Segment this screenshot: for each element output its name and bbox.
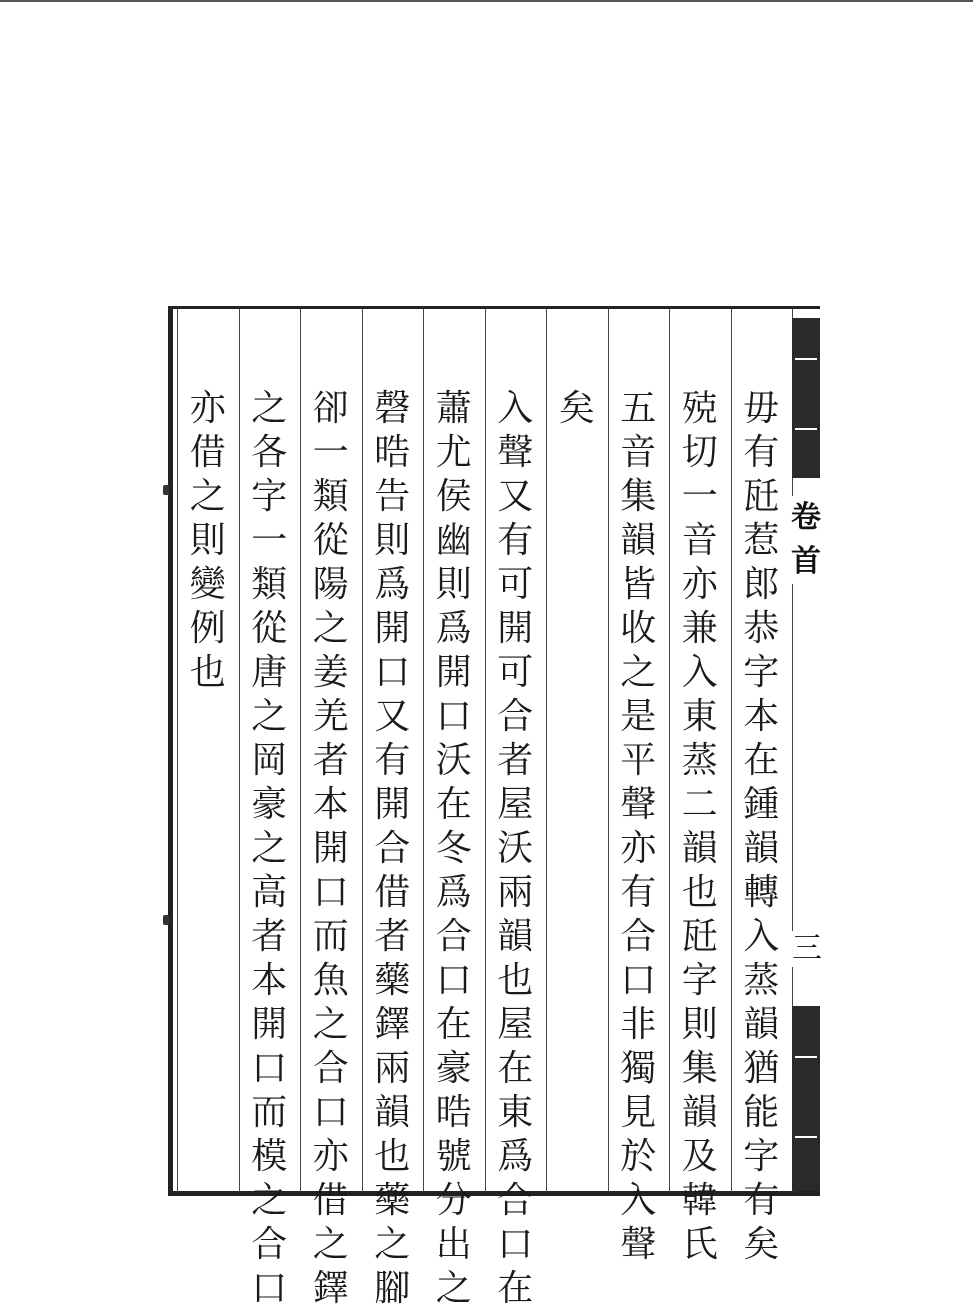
glyph: 之: [251, 828, 288, 869]
glyph: 矣: [743, 1224, 780, 1265]
glyph: 字: [743, 652, 780, 693]
glyph: 一: [251, 520, 288, 561]
column-rule: [546, 309, 547, 1192]
glyph: 及: [681, 1136, 718, 1177]
glyph: 音: [681, 520, 718, 561]
glyph: 借: [374, 872, 411, 913]
glyph: 口: [374, 652, 411, 693]
glyph: 本: [251, 960, 288, 1001]
glyph: 藥: [374, 960, 411, 1001]
glyph: 開: [374, 784, 411, 825]
glyph: 屋: [497, 1004, 534, 1045]
glyph: 侯: [435, 476, 472, 517]
glyph: 爲: [497, 1136, 534, 1177]
glyph: 從: [251, 608, 288, 649]
text-column: [303, 387, 359, 1311]
column-rule: [362, 309, 363, 1192]
glyph: 各: [251, 432, 288, 473]
glyph: 鐸: [374, 1004, 411, 1045]
glyph: 之: [435, 1268, 472, 1309]
glyph: 聲: [497, 432, 534, 473]
glyph: 有: [743, 432, 780, 473]
column-rule: [485, 309, 486, 1192]
glyph: 有: [497, 520, 534, 561]
glyph: 者: [497, 740, 534, 781]
column-rule: [239, 309, 240, 1192]
margin-glyph: 卷: [791, 500, 821, 535]
glyph: 之: [312, 1224, 349, 1265]
glyph: 韻: [620, 520, 657, 561]
margin-page-number: 三: [792, 931, 822, 966]
glyph: 借: [312, 1180, 349, 1221]
glyph: 陽: [312, 564, 349, 605]
glyph: 在: [743, 740, 780, 781]
glyph: 集: [620, 476, 657, 517]
glyph: 而: [251, 1092, 288, 1133]
glyph: 瓩: [743, 476, 780, 517]
margin-band: [792, 306, 820, 1196]
glyph: 者: [251, 916, 288, 957]
glyph: 有: [620, 872, 657, 913]
text-column: [364, 387, 420, 1311]
glyph: 冬: [435, 828, 472, 869]
text-column: [241, 387, 297, 1311]
text-column: [426, 387, 482, 1311]
glyph: 本: [312, 784, 349, 825]
margin-glyph: 首: [791, 544, 821, 579]
glyph: 藥: [374, 1180, 411, 1221]
column-rule: [300, 309, 301, 1192]
band-line: [795, 428, 817, 430]
glyph: 也: [681, 872, 718, 913]
band-line: [795, 358, 817, 360]
glyph: 合: [374, 828, 411, 869]
glyph: 告: [374, 476, 411, 517]
binding-hole: [163, 915, 169, 925]
glyph: 可: [497, 652, 534, 693]
glyph: 則: [435, 564, 472, 605]
glyph: 鐸: [312, 1268, 349, 1309]
glyph: 卻: [312, 388, 349, 429]
glyph: 皆: [620, 564, 657, 605]
glyph: 於: [620, 1136, 657, 1177]
glyph: 也: [374, 1136, 411, 1177]
glyph: 合: [497, 696, 534, 737]
glyph: 之: [251, 696, 288, 737]
glyph: 蒸: [681, 740, 718, 781]
glyph: 收: [620, 608, 657, 649]
glyph: 鍾: [743, 784, 780, 825]
glyph: 口: [251, 1048, 288, 1089]
text-column: [487, 387, 543, 1311]
glyph: 口: [435, 960, 472, 1001]
glyph: 又: [497, 476, 534, 517]
glyph: 合: [251, 1224, 288, 1265]
glyph: 之: [620, 652, 657, 693]
glyph: 矣: [558, 388, 595, 429]
glyph: 晧: [374, 432, 411, 473]
glyph: 能: [743, 1092, 780, 1133]
glyph: 從: [312, 520, 349, 561]
glyph: 口: [435, 696, 472, 737]
glyph: 亦: [189, 388, 226, 429]
glyph: 字: [681, 960, 718, 1001]
glyph: 而: [312, 916, 349, 957]
glyph: 蒸: [743, 960, 780, 1001]
glyph: 爲: [435, 608, 472, 649]
glyph: 合: [620, 916, 657, 957]
glyph: 開: [312, 828, 349, 869]
glyph: 變: [189, 564, 226, 605]
margin-title-text: [791, 496, 821, 584]
glyph: 亦: [681, 564, 718, 605]
glyph: 則: [374, 520, 411, 561]
margin-title: [792, 496, 820, 584]
glyph: 爲: [435, 872, 472, 913]
glyph: 魚: [312, 960, 349, 1001]
glyph: 岡: [251, 740, 288, 781]
glyph: 屋: [497, 784, 534, 825]
glyph: 兼: [681, 608, 718, 649]
glyph: 毋: [743, 388, 780, 429]
glyph: 可: [497, 564, 534, 605]
glyph: 猶: [743, 1048, 780, 1089]
glyph: 爲: [374, 564, 411, 605]
glyph: 豪: [435, 1048, 472, 1089]
glyph: 有: [374, 740, 411, 781]
glyph: 號: [435, 1136, 472, 1177]
glyph: 晧: [435, 1092, 472, 1133]
glyph: 開: [435, 652, 472, 693]
glyph: 在: [435, 1004, 472, 1045]
glyph: 一: [312, 432, 349, 473]
glyph: 東: [681, 696, 718, 737]
glyph: 韻: [681, 1092, 718, 1133]
glyph: 韻: [681, 828, 718, 869]
glyph: 開: [251, 1004, 288, 1045]
glyph: 韻: [374, 1092, 411, 1133]
glyph: 也: [497, 960, 534, 1001]
glyph: 又: [374, 696, 411, 737]
glyph: 韓: [681, 1180, 718, 1221]
binding-hole: [163, 485, 169, 495]
glyph: 郎: [743, 564, 780, 605]
column-rule: [423, 309, 424, 1192]
glyph: 瓩: [681, 916, 718, 957]
glyph: 殑: [681, 388, 718, 429]
glyph: 恭: [743, 608, 780, 649]
glyph: 口: [497, 1224, 534, 1265]
glyph: 之: [312, 608, 349, 649]
glyph: 口: [312, 1092, 349, 1133]
glyph: 高: [251, 872, 288, 913]
glyph: 兩: [374, 1048, 411, 1089]
band-line: [795, 1056, 817, 1058]
glyph: 借: [189, 432, 226, 473]
column-rule: [731, 309, 732, 1192]
glyph: 韻: [743, 1004, 780, 1045]
text-column: [672, 387, 728, 1267]
glyph: 口: [312, 872, 349, 913]
glyph: 沃: [497, 828, 534, 869]
glyph: 是: [620, 696, 657, 737]
glyph: 聲: [620, 784, 657, 825]
text-column: [549, 387, 605, 431]
glyph: 磬: [374, 388, 411, 429]
glyph: 韻: [497, 916, 534, 957]
glyph: 者: [312, 740, 349, 781]
glyph: 本: [743, 696, 780, 737]
glyph: 聲: [620, 1224, 657, 1265]
glyph: 入: [620, 1180, 657, 1221]
glyph: 也: [189, 652, 226, 693]
text-column: [180, 387, 236, 695]
glyph: 合: [435, 916, 472, 957]
glyph: 口: [251, 1268, 288, 1309]
glyph: 字: [251, 476, 288, 517]
glyph: 唐: [251, 652, 288, 693]
glyph: 東: [497, 1092, 534, 1133]
band-upper-block: [792, 318, 820, 478]
glyph: 沃: [435, 740, 472, 781]
glyph: 一: [681, 476, 718, 517]
glyph: 轉: [743, 872, 780, 913]
glyph: 開: [374, 608, 411, 649]
glyph: 韻: [743, 828, 780, 869]
glyph: 模: [251, 1136, 288, 1177]
text-column: [733, 387, 789, 1267]
glyph: 入: [743, 916, 780, 957]
glyph: 分: [435, 1180, 472, 1221]
glyph: 類: [312, 476, 349, 517]
glyph: 氏: [681, 1224, 718, 1265]
glyph: 入: [681, 652, 718, 693]
glyph: 合: [312, 1048, 349, 1089]
glyph: 羌: [312, 696, 349, 737]
glyph: 之: [251, 1180, 288, 1221]
glyph: 入: [497, 388, 534, 429]
band-lower-block: [792, 1006, 820, 1191]
glyph: 二: [681, 784, 718, 825]
glyph: 在: [497, 1048, 534, 1089]
glyph: 五: [620, 388, 657, 429]
glyph: 則: [189, 520, 226, 561]
glyph: 惹: [743, 520, 780, 561]
glyph: 合: [497, 1180, 534, 1221]
glyph: 見: [620, 1092, 657, 1133]
glyph: 亦: [620, 828, 657, 869]
glyph: 獨: [620, 1048, 657, 1089]
glyph: 在: [497, 1268, 534, 1309]
glyph: 腳: [374, 1268, 411, 1309]
column-rule: [608, 309, 609, 1192]
glyph: 在: [435, 784, 472, 825]
glyph: 音: [620, 432, 657, 473]
scan-top-edge: [0, 0, 973, 2]
glyph: 則: [681, 1004, 718, 1045]
glyph: 例: [189, 608, 226, 649]
glyph: 出: [435, 1224, 472, 1265]
glyph: 開: [497, 608, 534, 649]
glyph: 口: [620, 960, 657, 1001]
glyph: 類: [251, 564, 288, 605]
glyph: 之: [312, 1004, 349, 1045]
band-line: [795, 1136, 817, 1138]
glyph: 者: [374, 916, 411, 957]
glyph: 集: [681, 1048, 718, 1089]
glyph: 蕭: [435, 388, 472, 429]
text-column: [610, 387, 666, 1267]
glyph: 姜: [312, 652, 349, 693]
glyph: 亦: [312, 1136, 349, 1177]
column-rule: [177, 309, 178, 1192]
glyph: 切: [681, 432, 718, 473]
glyph: 豪: [251, 784, 288, 825]
glyph: 非: [620, 1004, 657, 1045]
glyph: 幽: [435, 520, 472, 561]
glyph: 字: [743, 1136, 780, 1177]
glyph: 之: [374, 1224, 411, 1265]
glyph: 尤: [435, 432, 472, 473]
column-rule: [669, 309, 670, 1192]
glyph: 之: [189, 476, 226, 517]
glyph: 有: [743, 1180, 780, 1221]
glyph: 平: [620, 740, 657, 781]
glyph: 兩: [497, 872, 534, 913]
glyph: 之: [251, 388, 288, 429]
